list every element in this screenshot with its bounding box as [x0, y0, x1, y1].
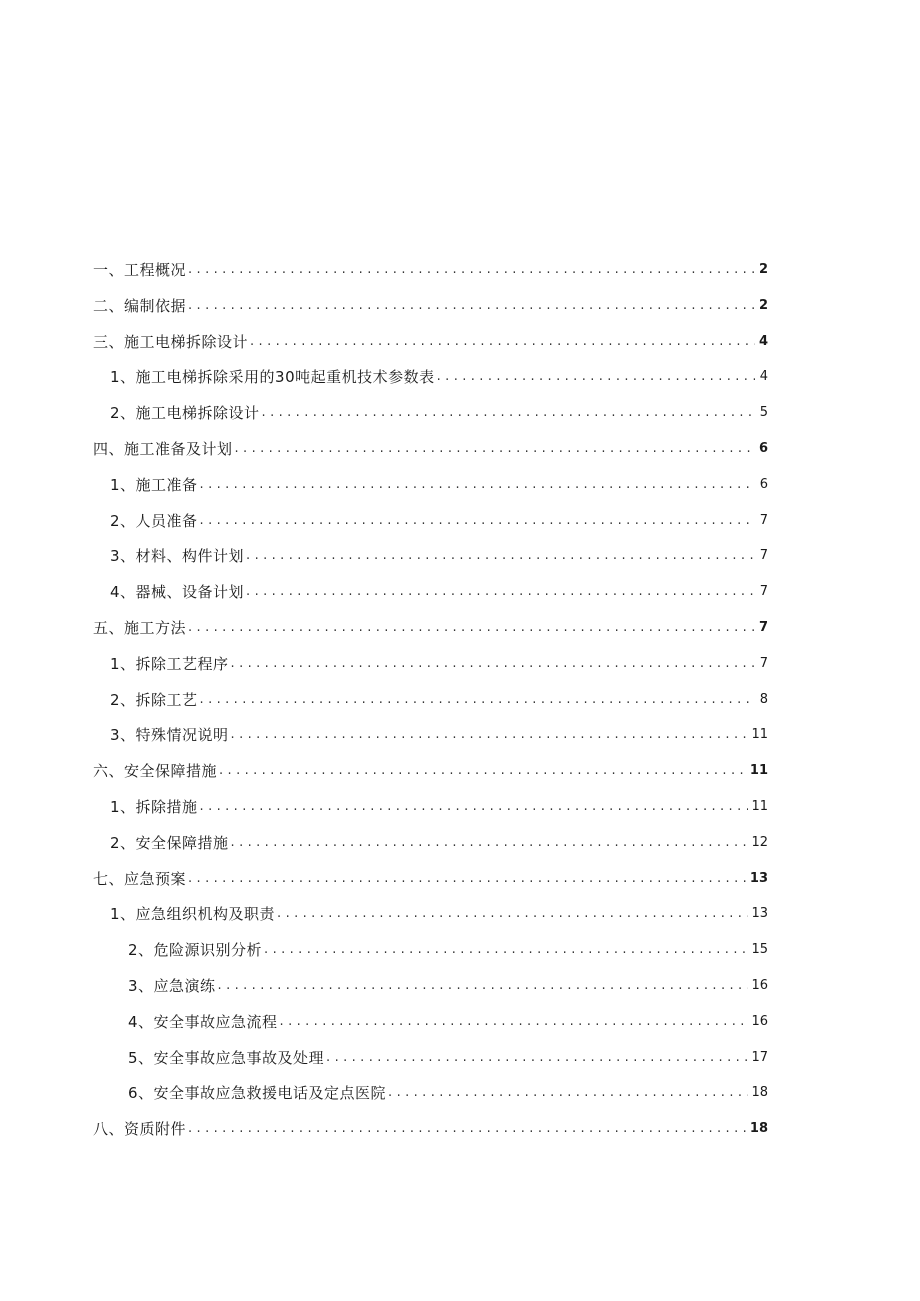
toc-entry[interactable] [128, 1081, 768, 1103]
toc-dot-leader [218, 978, 749, 996]
toc-dot-leader [280, 1014, 749, 1032]
toc-dot-leader [231, 656, 755, 674]
toc-entry-title: 1、拆除措施 [110, 798, 198, 816]
toc-entry-page-number: 2 [758, 262, 768, 277]
toc-dot-leader [219, 763, 747, 781]
toc-entry-title: 3、特殊情况说明 [110, 726, 229, 744]
toc-dot-leader [200, 513, 755, 531]
toc-entry-title: 2、拆除工艺 [110, 691, 198, 709]
toc-entry-title: 三、施工电梯拆除设计 [93, 333, 249, 351]
toc-entry-title: 3、材料、构件计划 [110, 547, 245, 565]
toc-entry[interactable] [93, 867, 768, 889]
toc-entry-title: 五、施工方法 [93, 619, 187, 637]
toc-entry-title: 1、施工电梯拆除采用的30吨起重机技术参数表 [110, 368, 435, 386]
toc-entry[interactable] [110, 544, 768, 566]
toc-entry-title: 四、施工准备及计划 [93, 440, 233, 458]
toc-entry-page-number: 4 [758, 334, 768, 349]
toc-entry[interactable] [93, 1117, 768, 1139]
toc-entry-page-number: 15 [751, 942, 768, 957]
toc-entry-title: 6、安全事故应急救援电话及定点医院 [128, 1084, 387, 1102]
toc-entry-page-number: 13 [751, 906, 768, 921]
toc-entry[interactable] [110, 580, 768, 602]
toc-entry-page-number: 7 [759, 513, 768, 528]
toc-entry[interactable] [93, 759, 768, 781]
toc-entry-page-number: 16 [751, 1014, 768, 1029]
toc-entry[interactable] [93, 258, 768, 280]
toc-dot-leader [262, 405, 755, 423]
toc-dot-leader [188, 298, 755, 316]
toc-entry-page-number: 11 [751, 799, 768, 814]
toc-entry-page-number: 11 [751, 727, 768, 742]
toc-dot-leader [188, 1121, 747, 1139]
toc-entry[interactable] [128, 1010, 768, 1032]
toc-entry-page-number: 7 [759, 584, 768, 599]
toc-dot-leader [277, 906, 748, 924]
toc-entry[interactable] [128, 974, 768, 996]
toc-entry-title: 1、应急组织机构及职责 [110, 905, 276, 923]
toc-entry-title: 一、工程概况 [93, 261, 187, 279]
toc-dot-leader [200, 799, 749, 817]
toc-dot-leader [264, 942, 748, 960]
toc-dot-leader [437, 369, 755, 387]
toc-dot-leader [231, 727, 749, 745]
toc-dot-leader [235, 441, 755, 459]
toc-dot-leader [200, 692, 755, 710]
toc-entry-title: 1、拆除工艺程序 [110, 655, 229, 673]
toc-entry-page-number: 8 [759, 692, 768, 707]
toc-entry-title: 4、器械、设备计划 [110, 583, 245, 601]
toc-entry[interactable] [110, 902, 768, 924]
toc-dot-leader [200, 477, 755, 495]
toc-entry[interactable] [110, 831, 768, 853]
toc-entry[interactable] [128, 938, 768, 960]
toc-entry[interactable] [110, 688, 768, 710]
toc-entry-page-number: 6 [758, 441, 768, 456]
toc-entry-page-number: 17 [751, 1050, 768, 1065]
toc-entry-page-number: 18 [751, 1085, 768, 1100]
toc-entry-page-number: 18 [749, 1121, 768, 1136]
toc-entry-page-number: 12 [751, 835, 768, 850]
toc-entry[interactable] [110, 723, 768, 745]
toc-entry[interactable] [93, 437, 768, 459]
toc-dot-leader [246, 548, 755, 566]
toc-entry[interactable] [93, 294, 768, 316]
toc-dot-leader [326, 1050, 748, 1068]
toc-dot-leader [188, 871, 747, 889]
toc-entry-title: 2、施工电梯拆除设计 [110, 404, 260, 422]
toc-entry-title: 七、应急预案 [93, 870, 187, 888]
toc-entry-page-number: 4 [759, 369, 768, 384]
toc-entry[interactable] [110, 652, 768, 674]
toc-entry[interactable] [93, 616, 768, 638]
toc-dot-leader [188, 620, 755, 638]
toc-entry-page-number: 13 [749, 871, 768, 886]
toc-entry[interactable] [110, 795, 768, 817]
toc-entry-page-number: 5 [759, 405, 768, 420]
toc-entry[interactable] [110, 365, 768, 387]
toc-entry-page-number: 6 [759, 477, 768, 492]
toc-dot-leader [250, 334, 755, 352]
toc-dot-leader [246, 584, 755, 602]
toc-dot-leader [388, 1085, 748, 1103]
toc-entry-title: 1、施工准备 [110, 476, 198, 494]
toc-entry-page-number: 7 [758, 620, 768, 635]
toc-entry[interactable] [110, 473, 768, 495]
toc-entry-page-number: 7 [759, 656, 768, 671]
toc-entry-page-number: 11 [749, 763, 768, 778]
toc-entry-title: 六、安全保障措施 [93, 762, 218, 780]
toc-entry-title: 2、危险源识别分析 [128, 941, 263, 959]
toc-entry-page-number: 16 [751, 978, 768, 993]
toc-entry[interactable] [110, 401, 768, 423]
toc-entry[interactable] [128, 1046, 768, 1068]
toc-entry-title: 2、安全保障措施 [110, 834, 229, 852]
toc-entry-title: 5、安全事故应急事故及处理 [128, 1049, 325, 1067]
toc-dot-leader [188, 262, 755, 280]
toc-entry-title: 3、应急演练 [128, 977, 216, 995]
toc-dot-leader [231, 835, 749, 853]
toc-entry-title: 二、编制依据 [93, 297, 187, 315]
toc-entry-page-number: 7 [759, 548, 768, 563]
toc-entry-title: 2、人员准备 [110, 512, 198, 530]
toc-entry-title: 八、资质附件 [93, 1120, 187, 1138]
toc-entry-title: 4、安全事故应急流程 [128, 1013, 278, 1031]
toc-entry[interactable] [93, 330, 768, 352]
toc-entry-page-number: 2 [758, 298, 768, 313]
toc-entry[interactable] [110, 509, 768, 531]
